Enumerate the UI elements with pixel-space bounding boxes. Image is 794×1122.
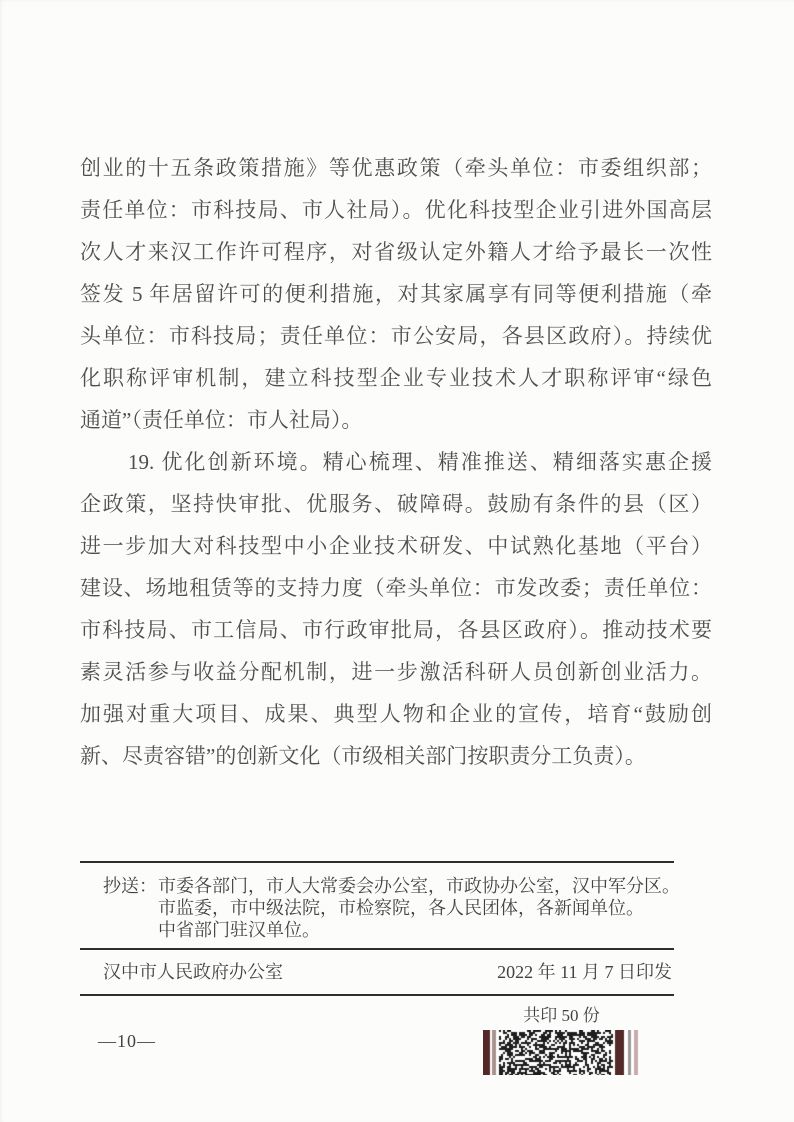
body-line: 签发 5 年居留许可的便利措施，对其家属享有同等便利措施（牵 bbox=[80, 282, 712, 306]
print-date: 2022 年 11 月 7 日印发 bbox=[497, 962, 672, 982]
body-line: 素灵活参与收益分配机制，进一步激活科研人员创新创业活力。 bbox=[80, 660, 712, 684]
copy-to-line: 市监委，市中级法院，市检察院，各人民团体，各新闻单位。 bbox=[158, 898, 644, 918]
barcode bbox=[483, 1030, 640, 1075]
copy-to-list bbox=[158, 875, 680, 941]
body-line: 市科技局、市工信局、市行政审批局，各县区政府）。推动技术要 bbox=[80, 618, 712, 642]
body-line: 建设、场地租赁等的支持力度（牵头单位：市发改委；责任单位： bbox=[80, 576, 712, 600]
copy-to-line: 中省部门驻汉单位。 bbox=[158, 920, 320, 940]
footer-bottom-rule bbox=[80, 994, 674, 996]
body-line: 次人才来汉工作许可程序，对省级认定外籍人才给予最长一次性 bbox=[80, 240, 712, 264]
copy-to-line: 市委各部门，市人大常委会办公室，市政协办公室，汉中军分区。 bbox=[158, 876, 680, 896]
body-line: 头单位：市科技局；责任单位：市公安局，各县区政府）。持续优 bbox=[80, 324, 712, 348]
footer-middle-rule bbox=[80, 948, 674, 950]
body-line: 加强对重大项目、成果、典型人物和企业的宣传，培育“鼓励创 bbox=[80, 702, 712, 726]
body-line: 企政策，坚持快审批、优服务、破障碍。鼓励有条件的县（区） bbox=[80, 492, 712, 516]
document-body bbox=[80, 147, 712, 777]
body-line: 化职称评审机制，建立科技型企业专业技术人才职称评审“绿色 bbox=[80, 366, 712, 390]
body-line-paragraph-start: 19. 优化创新环境。精心梳理、精准推送、精细落实惠企援 bbox=[128, 450, 712, 474]
copy-to-label: 抄送： bbox=[103, 876, 157, 896]
body-line: 新、尽责容错”的创新文化（市级相关部门按职责分工负责）。 bbox=[80, 744, 646, 768]
body-line: 通道”（责任单位：市人社局）。 bbox=[80, 408, 363, 432]
print-count: 共印 50 份 bbox=[523, 1006, 600, 1025]
body-line: 责任单位：市科技局、市人社局）。优化科技型企业引进外国高层 bbox=[80, 198, 712, 222]
footer-top-rule bbox=[80, 861, 674, 863]
body-line: 进一步加大对科技型中小企业技术研发、中试熟化基地（平台） bbox=[80, 534, 712, 558]
body-line: 创业的十五条政策措施》等优惠政策（牵头单位：市委组织部； bbox=[80, 156, 712, 180]
page-number: —10— bbox=[98, 1031, 156, 1051]
issuing-office: 汉中市人民政府办公室 bbox=[103, 962, 283, 982]
